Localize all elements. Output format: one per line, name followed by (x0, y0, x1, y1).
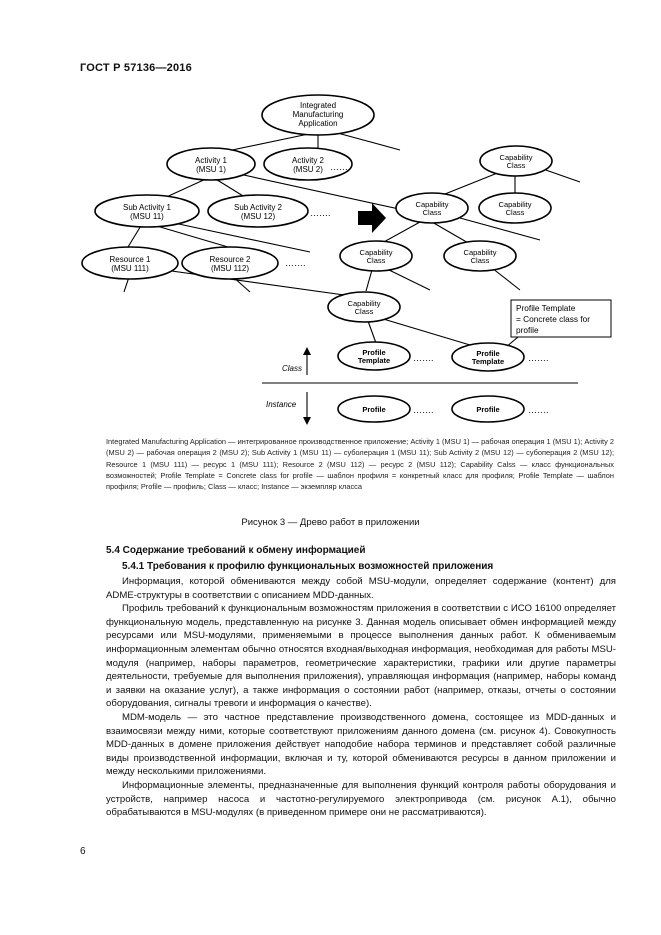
instance-arrow-head (303, 417, 311, 425)
pt1-line2: Template (357, 356, 391, 365)
paragraph-2: Профиль требований к функциональным возможностям приложения в соответствии с ИСО 16100 определяет функциональную модель, представленную на рисунке 3. Данная модель описывает обмен информацией между ресурсами или MSU-модулями, применяемыми в процессе выполнения данных работ. К обмениваемым информационным элементам обычно относятся входная/выходная информация, необходимая для работы MSU-модуля (например, наборы параметров, геометрические характеристики, графики или другие параметры деятельности, требуемые для выполнения приложения), управляющая информация (например, наборы команд и заявки на оказание услуг), а также информация о состоянии работ (например, отказы, отчеты о состоянии оборудования, сигналы тревоги и информация о качестве). (106, 603, 616, 710)
cap-right-line1: Capability (498, 200, 532, 209)
cap-l2-line1: Capability (359, 248, 393, 257)
cap-right-line2: Class (505, 208, 525, 217)
standard-header: ГОСТ Р 57136—2016 (80, 62, 192, 74)
node-ima-line2: Manufacturing (292, 110, 344, 119)
dots-sub-activity: ……. (310, 208, 331, 218)
dots-activity: ……. (330, 162, 351, 172)
edge-sub1-res2 (150, 224, 228, 247)
cap-r2-line2: Class (470, 256, 490, 265)
profile-1-label: Profile (362, 405, 386, 414)
node-activity-1-line1: Activity 1 (194, 156, 228, 165)
callout-line3: profile (516, 325, 539, 335)
callout-line1: Profile Template (516, 303, 576, 313)
figure-legend: Integrated Manufacturing Application — интегрированное производственное приложение; Activity 1 (MSU 1) — рабочая операция 1 (MSU 1); Activity 2 (MSU 2) — рабочая операция 2 (MSU 2); Sub Activity 1 (MSU 11) — суболерация 1 (MSU 11); Sub Activity 2 (MSU 12) — субоперация 2 (MSU 12); Resource 1 (MSU 111) — ресурс 1 (MSU 111); Resource 2 (MSU 112) — ресурс 2 (MSU 112); Capability Calss — класс функциональных возможностей; Profile Template = Concrete class for profile — шаблон профиля = конкретный класс для профиля; Profile Template — шаблон профиля; Profile — профиль; Class — класс; Instance — экземпляр класса (106, 437, 614, 492)
node-sub-activity-1-line1: Sub Activity 1 (122, 203, 172, 212)
subsection-heading: 5.4.1 Требования к профилю функциональных возможностей приложения (122, 561, 494, 572)
transform-arrow (358, 203, 386, 233)
node-sub-activity-1-line2: (MSU 11) (130, 212, 164, 221)
node-activity-2-line2: (MSU 2) (293, 165, 323, 174)
node-sub-activity-2-line2: (MSU 12) (240, 212, 276, 221)
cap-top-line1: Capability (499, 153, 533, 162)
cap-left-line2: Class (422, 208, 442, 217)
node-sub-activity-2-line1: Sub Activity 2 (233, 203, 283, 212)
cap-l3-line1: Capability (347, 299, 381, 308)
dots-profile-1: ……. (413, 405, 434, 415)
pt2-line1: Profile (476, 349, 500, 358)
section-heading: 5.4 Содержание требований к обмену информацией (106, 545, 366, 556)
class-arrow-head (303, 347, 311, 355)
dots-resource: ……. (285, 258, 306, 268)
edge-cap5-ext (492, 268, 520, 290)
node-resource-1-line2: (MSU 111) (111, 264, 149, 273)
paragraph-4: Информационные элементы, предназначенные для выполнения функций контроля работы оборудования и устройств, например насоса и частотно-регулируемого электропривода (см. рисунок А.1), обычно обрабатываются в MSU-модулях (в приведенном примере они не рассматриваются). (106, 779, 616, 819)
cap-l2-line2: Class (366, 256, 386, 265)
pt1-line1: Profile (362, 348, 386, 357)
node-ima-line1: Integrated (299, 101, 337, 110)
cap-left-line1: Capability (415, 200, 449, 209)
edge-cap4-cap6 (366, 270, 372, 291)
node-ima-line3: Application (298, 119, 338, 128)
edge-cap4-ext (385, 268, 430, 290)
cap-r2-line1: Capability (463, 248, 497, 257)
edge-cap2-cap5 (432, 222, 470, 244)
node-resource-1-line1: Resource 1 (109, 255, 151, 264)
application-tree-figure (0, 0, 661, 440)
class-label: Class (282, 364, 303, 373)
cap-l3-line2: Class (354, 307, 374, 316)
node-activity-1-line2: (MSU 1) (196, 165, 226, 174)
cap-top-line2: Class (506, 161, 526, 170)
node-resource-2-line1: Resource 2 (209, 255, 251, 264)
page-number: 6 (80, 846, 86, 857)
instance-label: Instance (266, 400, 297, 409)
node-activity-2-line1: Activity 2 (291, 156, 325, 165)
dots-template-2: ……. (528, 353, 549, 363)
dots-template-1: ……. (413, 353, 434, 363)
callout-line2: = Concrete class for (516, 314, 591, 324)
figure-title: Рисунок 3 — Древо работ в приложении (241, 517, 420, 528)
edge-cap2-cap4 (380, 222, 420, 244)
paragraph-1: Информация, которой обмениваются между собой MSU-модули, определяет содержание (контент) для ADME-структуры в соответствии с описанием MDD-данных. (106, 576, 616, 601)
paragraph-3: MDM-модель — это частное представление производственного домена, состоящее из MDD-данных и взаимосвязи между ними, которые соответствуют приложениям данного домена (см. рисунок 4). Совокупность MDD-данных в домене приложения действует наподобие набора терминов и представляет собой различные виды производственной информации, включая и ту, которой обмениваются ресурсы в данном приложении и между несколькими приложениями. (106, 711, 616, 778)
dots-profile-2: ……. (528, 405, 549, 415)
body-text (106, 575, 616, 820)
edge-cap6-pt2 (380, 318, 470, 345)
edge-cap6-pt1 (368, 321, 376, 343)
profile-2-label: Profile (476, 405, 500, 414)
node-resource-2-line2: (MSU 112) (210, 264, 250, 273)
pt2-line2: Template (471, 357, 505, 366)
